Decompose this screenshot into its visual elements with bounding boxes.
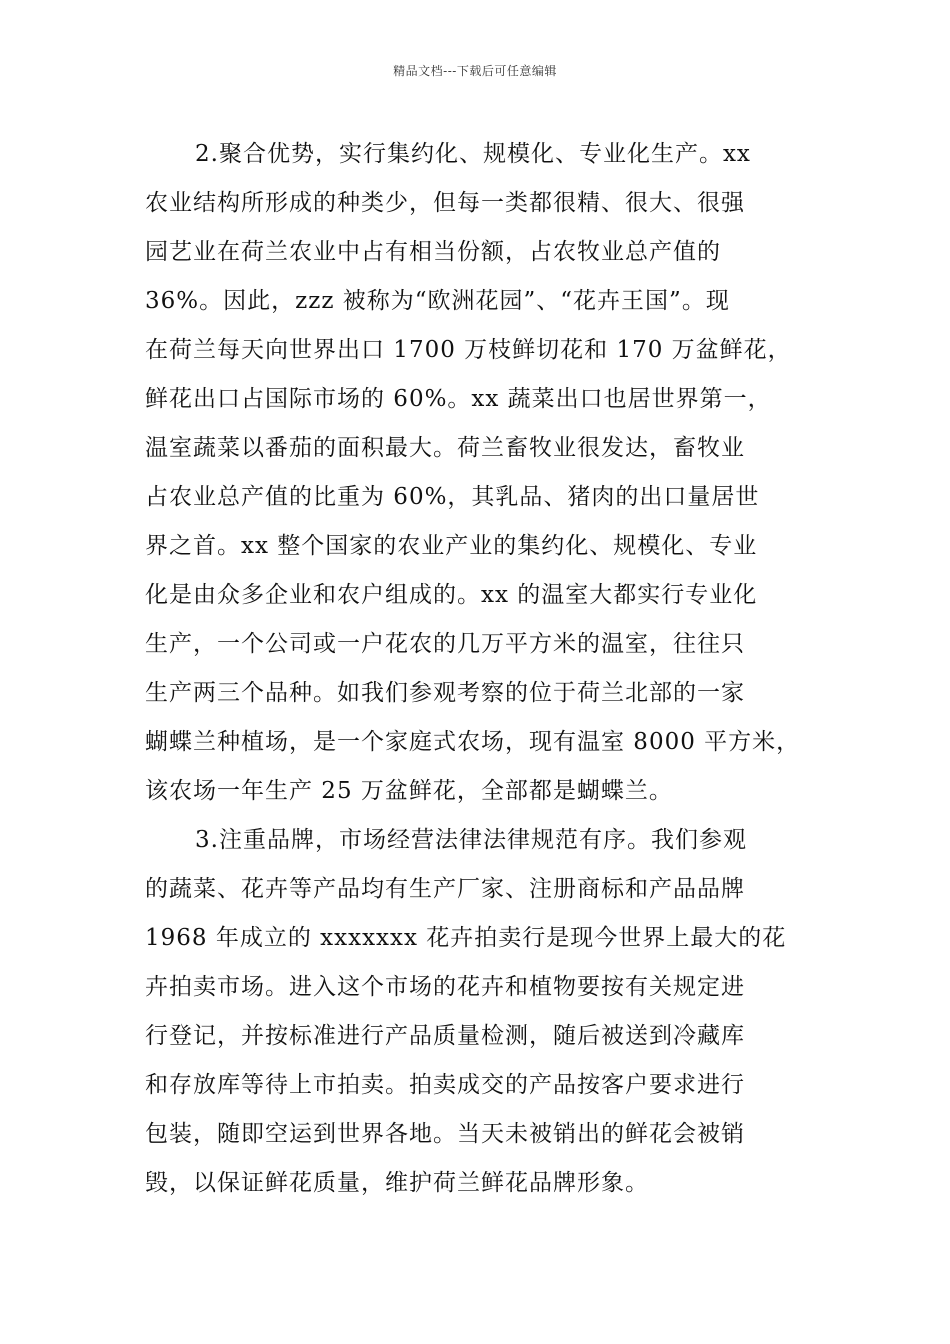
paragraph-line: 行登记，并按标准进行产品质量检测，随后被送到冷藏库: [145, 1023, 745, 1049]
paragraph-line: 2.聚合优势，实行集约化、规模化、专业化生产。xx: [195, 141, 751, 167]
paragraph-line: 1968 年成立的 xxxxxxx 花卉拍卖行是现今世界上最大的花: [145, 925, 787, 951]
paragraph-line: 毁，以保证鲜花质量，维护荷兰鲜花品牌形象。: [145, 1170, 649, 1196]
paragraph-line: 占农业总产值的比重为 60%，其乳品、猪肉的出口量居世: [145, 484, 760, 510]
paragraph-line: 温室蔬菜以番茄的面积最大。荷兰畜牧业很发达，畜牧业: [145, 435, 745, 461]
paragraph-line: 生产两三个品种。如我们参观考察的位于荷兰北部的一家: [145, 680, 745, 706]
paragraph-line: 鲜花出口占国际市场的 60%。xx 蔬菜出口也居世界第一，: [145, 386, 772, 412]
paragraph-line: 农业结构所形成的种类少，但每一类都很精、很大、很强: [145, 190, 745, 216]
page-header: 精品文档---下载后可任意编辑: [393, 64, 557, 78]
paragraph-line: 园艺业在荷兰农业中占有相当份额，占农牧业总产值的: [145, 239, 721, 265]
paragraph-line: 在荷兰每天向世界出口 1700 万枝鲜切花和 170 万盆鲜花，: [145, 337, 792, 363]
paragraph-line: 36%。因此，zzz 被称为“欧洲花园”、“花卉王国”。现: [145, 288, 730, 314]
paragraph-line: 生产，一个公司或一户花农的几万平方米的温室，往往只: [145, 631, 745, 657]
paragraph-line: 该农场一年生产 25 万盆鲜花，全部都是蝴蝶兰。: [145, 778, 673, 804]
document-body: [145, 130, 835, 1208]
paragraph-line: 的蔬菜、花卉等产品均有生产厂家、注册商标和产品品牌: [145, 876, 745, 902]
paragraph-line: 化是由众多企业和农户组成的。xx 的温室大都实行专业化: [145, 582, 758, 608]
paragraph-line: 包装，随即空运到世界各地。当天未被销出的鲜花会被销: [145, 1121, 745, 1147]
paragraph-line: 界之首。xx 整个国家的农业产业的集约化、规模化、专业: [145, 533, 758, 559]
paragraph-line: 卉拍卖市场。进入这个市场的花卉和植物要按有关规定进: [145, 974, 745, 1000]
paragraph-line: 3.注重品牌，市场经营法律法律规范有序。我们参观: [195, 827, 747, 853]
paragraph-line: 和存放库等待上市拍卖。拍卖成交的产品按客户要求进行: [145, 1072, 745, 1098]
paragraph-line: 蝴蝶兰种植场，是一个家庭式农场，现有温室 8000 平方米，: [145, 729, 801, 755]
